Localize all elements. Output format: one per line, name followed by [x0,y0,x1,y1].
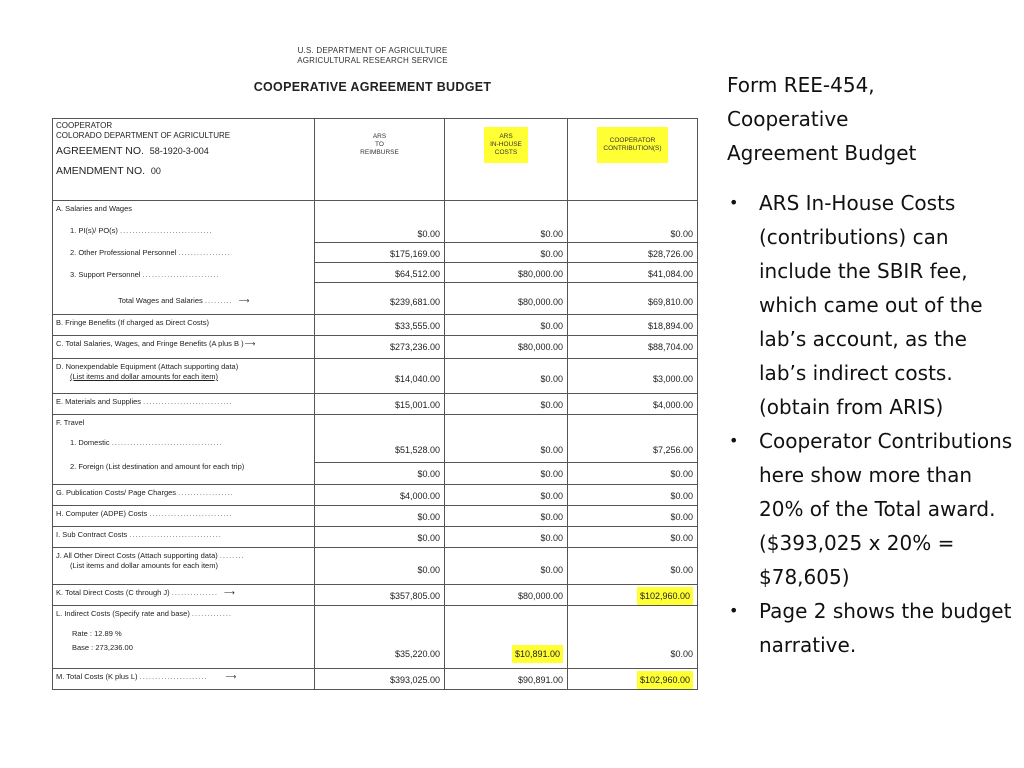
right-arrow-icon: ⟶ [224,588,235,597]
value-cell: $357,805.00 [389,591,440,601]
note-bullet-3 [727,594,1017,662]
j-sub-label: (List items and dollar amounts for each item) [70,561,218,570]
row-indirect [53,606,698,669]
leader-dots: ................. [178,248,231,257]
leader-dots: ............... [171,588,219,597]
value-cell: $51,528.00 [315,439,444,463]
row-label [53,548,315,585]
value-cell: $33,555.00 [394,321,440,331]
leader-dots: ............................. [143,397,233,406]
value-cell: $0.00 [540,512,563,522]
agreement-number: 58-1920-3-004 [149,146,209,156]
value-cell: $35,220.00 [394,649,440,659]
agency-line-2: AGRICULTURAL RESEARCH SERVICE [297,56,448,65]
leader-dots: ...................... [139,672,208,681]
col-head-line: CONTRIBUTION(S) [603,145,662,152]
highlighted-value: $10,891.00 [512,645,563,663]
col-head-ars-reimburse [315,119,445,201]
row-label: A. Salaries and Wages [56,204,133,213]
leader-dots: .................. [178,488,234,497]
row-label: F. Travel [56,418,85,427]
value-cell: $0.00 [540,321,563,331]
inhouse-highlight [484,127,528,163]
row-label [53,336,315,359]
note-bullet-1 [727,186,1017,424]
c-label: C. Total Salaries, Wages, and Fringe Benefits (A plus B ) [56,339,244,348]
agreement-label: AGREEMENT NO. [56,145,144,157]
bullet-icon: • [729,601,739,620]
l-label-line [56,609,310,619]
leader-dots: ......................... [142,270,220,279]
cooperator-label: COOPERATOR [56,121,113,130]
agreement-line [56,141,311,161]
value-cell: $0.00 [315,223,444,243]
value-cell: $0.00 [540,533,563,543]
travel-labels [53,415,315,485]
m-label: M. Total Costs (K plus L) [56,672,138,681]
value-cell: $0.00 [417,565,440,575]
value-cell: $4,000.00 [652,400,693,410]
leader-dots: ............. [191,609,233,618]
highlighted-value: $102,960.00 [637,671,693,689]
value-cell: $0.00 [568,223,697,243]
value-cell: $80,000.00 [517,297,563,307]
cooperator-block [53,119,315,201]
value-cell: $0.00 [670,649,693,659]
base-text: Base : 273,236.00 [72,643,133,652]
row-subcontract [53,527,698,548]
notes-bullet-list [727,186,1017,662]
col-head-line: COSTS [494,149,518,156]
leader-dots: ........ [219,551,245,560]
row-label: B. Fringe Benefits (If charged as Direct Costs) [53,315,315,336]
value-cell-highlighted [445,606,567,668]
g-label: G. Publication Costs/ Page Charges [56,488,177,497]
note-text: Page 2 shows the budget narrative. [759,599,1012,657]
salaries-labels [53,201,315,315]
value-cell: $80,000.00 [517,591,563,601]
amendment-number: 00 [150,166,161,176]
a3-label: 3. Support Personnel [70,270,141,279]
i-label: I. Sub Contract Costs [56,530,128,539]
value-cell: $239,681.00 [389,297,440,307]
row-label [53,359,315,394]
leader-dots: .............................. [129,530,222,539]
value-cell: $64,512.00 [315,263,444,283]
agency-header [0,46,715,66]
indirect-labels [53,606,315,669]
value-cell: $175,169.00 [315,243,444,263]
amendment-line [56,161,311,181]
value-cell: $0.00 [445,439,567,463]
j-label-line [56,551,310,561]
row-label [56,438,310,462]
row-label [56,248,310,270]
value-cell: $0.00 [540,400,563,410]
col-head-line: TO [375,141,384,148]
col-head-line: REIMBURSE [360,149,399,156]
row-label [53,506,315,527]
note-text: ARS In-House Costs (contributions) can include the SBIR fee, which came out of the lab’s account, as the lab’s indirect costs. (obtain from ARIS) [759,191,983,419]
right-arrow-icon: ⟶ [225,672,237,681]
col-head-line: COOPERATOR [609,137,656,144]
row-materials [53,394,698,415]
value-cell: $15,001.00 [394,400,440,410]
value-cell: $80,000.00 [517,342,563,352]
value-cell: $41,084.00 [568,263,697,283]
value-cell: $0.00 [670,512,693,522]
value-cell: $90,891.00 [517,675,563,685]
row-label [53,527,315,548]
form-title: COOPERATIVE AGREEMENT BUDGET [253,80,492,94]
value-cell: $0.00 [670,491,693,501]
value-cell: $88,704.00 [647,342,693,352]
value-cell: $7,256.00 [568,439,697,463]
row-label [56,270,310,292]
highlighted-value: $102,960.00 [637,587,693,605]
value-cell: $3,000.00 [652,374,693,384]
note-text: Cooperator Contributions here show more than 20% of the Total award. ($393,025 x 20% = $78,605) [759,429,1013,589]
row-fringe [53,315,698,336]
col-head-line: ARS [499,133,513,140]
row-equipment [53,359,698,394]
row-total-costs [53,669,698,690]
value-cell: $0.00 [445,243,567,263]
col-head-line: IN-HOUSE [490,141,522,148]
f1-label: 1. Domestic [70,438,110,447]
header-row [53,119,698,201]
l-label: L. Indirect Costs (Specify rate and base) [56,609,190,618]
value-cell: $14,040.00 [394,374,440,384]
value-cell: $28,726.00 [568,243,697,263]
value-cell: $0.00 [540,565,563,575]
j-label: J. All Other Direct Costs (Attach supporting data) [56,551,218,560]
right-arrow-icon: ⟶ [238,296,250,305]
value-cell: $80,000.00 [445,263,567,283]
row-label [53,485,315,506]
amendment-label: AMENDMENT NO. [56,165,146,177]
row-label [53,669,315,690]
rate-text: Rate : 12.89 % [72,629,122,638]
a-total-label: Total Wages and Salaries [118,296,203,305]
value-cell: $273,236.00 [389,342,440,352]
note-bullet-2 [727,424,1017,594]
row-computer [53,506,698,527]
value-cell-highlighted [568,669,697,689]
value-cell: $0.00 [670,469,693,479]
value-cell: $0.00 [417,533,440,543]
row-label [56,226,310,248]
value-cell-highlighted [568,585,697,605]
right-arrow-icon: ⟶ [244,339,256,348]
row-salaries-wages [53,201,698,315]
cooperator-name: COLORADO DEPARTMENT OF AGRICULTURE [56,131,231,140]
value-cell: $0.00 [417,469,440,479]
bullet-icon: • [729,193,739,212]
value-cell: $18,894.00 [647,321,693,331]
salaries-col-cooperator [568,201,698,315]
leader-dots: .............................. [120,226,213,235]
row-label [53,394,315,415]
col-head-cooperator [568,119,698,201]
d-label: D. Nonexpendable Equipment (Attach supporting data) [56,362,239,371]
value-cell: $4,000.00 [399,491,440,501]
a1-label: 1. PI(s)/ PO(s) [70,226,118,235]
leader-dots: ......... [204,296,233,305]
row-label [56,292,310,314]
row-publication [53,485,698,506]
budget-table [52,118,698,690]
notes-panel [727,68,1017,662]
value-cell: $0.00 [445,223,567,243]
leader-dots: .................................... [111,438,223,447]
value-cell: $0.00 [417,512,440,522]
value-cell: $0.00 [540,374,563,384]
row-label [53,585,315,606]
value-cell: $0.00 [540,491,563,501]
e-label: E. Materials and Supplies [56,397,142,406]
k-label: K. Total Direct Costs (C through J) [56,588,170,597]
value-cell: $0.00 [670,565,693,575]
salaries-col-inhouse [445,201,568,315]
agency-line-1: U.S. DEPARTMENT OF AGRICULTURE [297,46,448,55]
row-other-direct [53,548,698,585]
col-head-line: ARS [372,133,387,140]
notes-title: Form REE-454, Cooperative Agreement Budget [727,73,917,165]
value-cell: $69,810.00 [647,297,693,307]
cooperator-highlight [597,127,667,163]
value-cell: $393,025.00 [389,675,440,685]
d-sub-label: (List items and dollar amounts for each item) [70,372,218,381]
value-cell: $0.00 [540,469,563,479]
h-label: H. Computer (ADPE) Costs [56,509,148,518]
col-head-ars-inhouse [445,119,568,201]
leader-dots: ........................... [149,509,233,518]
value-cell: $0.00 [670,533,693,543]
row-total-direct [53,585,698,606]
a2-label: 2. Other Professional Personnel [70,248,177,257]
bullet-icon: • [729,431,739,450]
row-total-salaries-fringe [53,336,698,359]
salaries-col-reimburse [315,201,445,315]
f2-label: 2. Foreign (List destination and amount for each trip) [70,462,245,471]
row-travel [53,415,698,485]
